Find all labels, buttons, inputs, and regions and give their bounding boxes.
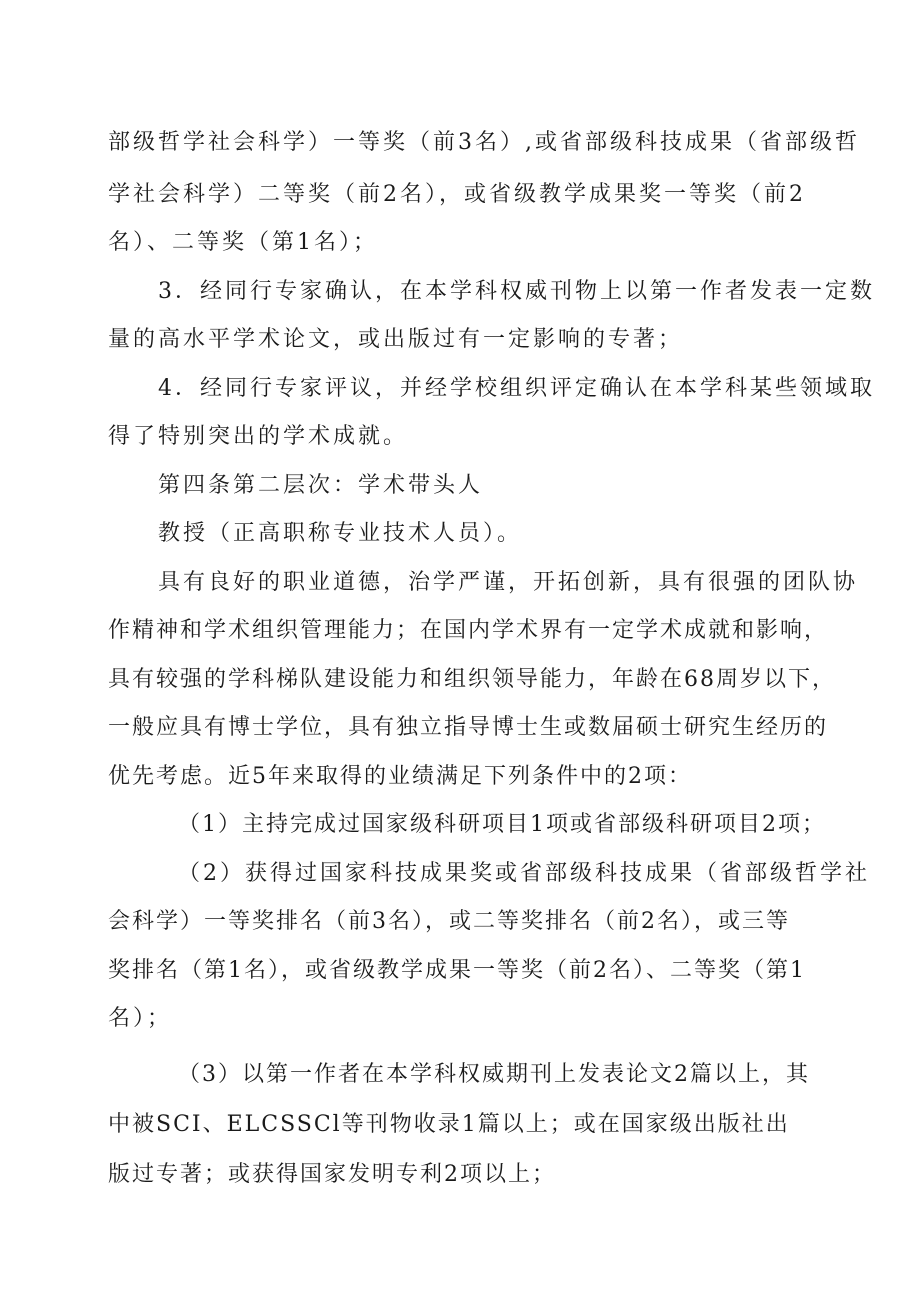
text-line: 学社会科学）二等奖（前2名），或省级教学成果奖一等奖（前2 [108, 182, 806, 207]
text-line: 名）、二等奖（第1名）； [108, 230, 378, 255]
text-line: 作精神和学术组织管理能力；在国内学术界有一定学术成就和影响， [108, 618, 829, 643]
list-item: （2）获得过国家科技成果奖或省部级科技成果（省部级哲学社 [178, 861, 870, 886]
text-line: 具有较强的学科梯队建设能力和组织领导能力，年龄在68周岁以下， [108, 667, 836, 692]
text-line: 量的高水平学术论文，或出版过有一定影响的专著； [108, 327, 684, 352]
text-line: 奖排名（第1名），或省级教学成果一等奖（前2名）、二等奖（第1 [108, 958, 806, 983]
text-line: 会科学）一等奖排名（前3名），或二等奖排名（前2名），或三等 [108, 909, 790, 934]
text-line: 名）； [108, 1006, 173, 1031]
text-line: 具有良好的职业道德，治学严谨，开拓创新，具有很强的团队协 [158, 570, 859, 595]
text-line: 中被SCI、ELCSSCl等刊物收录1篇以上；或在国家级出版社出 [108, 1112, 790, 1137]
list-item: （3）以第一作者在本学科权威期刊上发表论文2篇以上，其 [178, 1062, 810, 1087]
text-line: 一般应具有博士学位，具有独立指导博士生或数届硕士研究生经历的 [108, 715, 829, 740]
text-line: 教授（正高职称专业技术人员）。 [158, 521, 523, 546]
text-line: 部级哲学社会科学）一等奖（前3名）,或省部级科技成果（省部级哲 [108, 130, 860, 155]
list-item: （1）主持完成过国家级科研项目1项或省部级科研项目2项； [178, 812, 826, 837]
text-line: 得了特别突出的学术成就。 [108, 424, 409, 449]
text-line: 优先考虑。近5年来取得的业绩满足下列条件中的2项： [108, 764, 692, 789]
text-line: 3．经同行专家确认，在本学科权威刊物上以第一作者发表一定数 [158, 279, 875, 304]
text-line: 4．经同行专家评议，并经学校组织评定确认在本学科某些领域取 [158, 376, 875, 401]
text-line: 版过专著；或获得国家发明专利2项以上； [108, 1162, 556, 1187]
section-heading: 第四条第二层次：学术带头人 [158, 473, 484, 498]
